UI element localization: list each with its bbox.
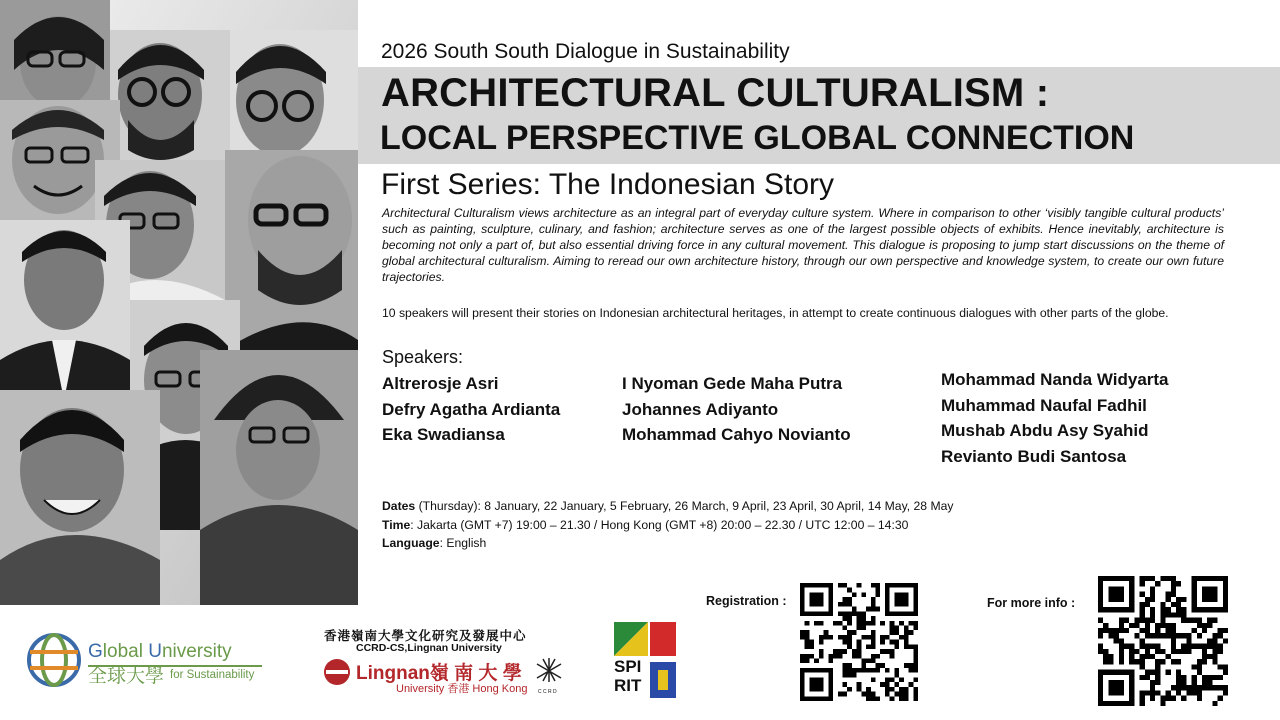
speaker-name: Revianto Budi Santosa (941, 446, 1127, 466)
portrait-smiling-man-front (0, 390, 160, 605)
registration-qr-code[interactable] (800, 582, 918, 702)
speakers-label: Speakers: (382, 347, 464, 367)
more-info-qr-code[interactable] (1098, 576, 1228, 706)
qr-pattern (1098, 576, 1228, 706)
dates-label: Dates (382, 499, 416, 513)
time-value: : Jakarta (GMT +7) 19:00 – 21.30 / Hong Kong (GMT +8) 20:00 – 22.30 / UTC 12:00 – 14:30 (410, 517, 909, 532)
lingnan-emblem-icon (322, 657, 352, 687)
registration-label: Registration : (706, 594, 787, 608)
language-label: Language (382, 536, 440, 550)
global-university-chinese: 全球大學 (88, 666, 165, 687)
speaker-photo-collage (0, 0, 358, 605)
speaker-name: Mushab Abdu Asy Syahid (941, 421, 1149, 440)
series-title: 2026 South South Dialogue in Sustainability (381, 40, 790, 63)
time-line (382, 516, 954, 535)
speaker-name: Defry Agatha Ardianta (382, 399, 561, 419)
spirit-logo-text-top: SPI (614, 657, 642, 676)
language-line (382, 534, 954, 553)
portrait-man-beard-glasses (110, 30, 230, 160)
collage-portraits-image (0, 0, 358, 605)
global-university-name: Global University (88, 641, 232, 662)
portrait-man-bucket-hat (200, 350, 358, 605)
speaker-name: Johannes Adiyanto (622, 399, 779, 419)
ccrd-small-text: C C R D (538, 689, 557, 695)
intro-summary: 10 speakers will present their stories on Indonesian architectural heritages, in attempt to create continuous dialogues with other parts of the globe. (382, 306, 1169, 320)
global-university-divider (88, 665, 262, 667)
story-title: First Series: The Indonesian Story (381, 168, 834, 201)
spirit-logo-text-bottom: RIT (614, 676, 642, 695)
spirit-logo (614, 622, 676, 698)
speaker-name: Eka Swadiansa (382, 425, 505, 444)
speakers-column-3 (941, 367, 1169, 469)
event-details (382, 497, 954, 553)
qr-pattern (800, 582, 918, 702)
speaker-name: Altrerosje Asri (382, 374, 499, 393)
global-university-globe-icon (26, 632, 84, 688)
lingnan-university-name: Lingnan嶺 南 大 學 (356, 663, 522, 684)
portrait-bald-man-glasses (225, 150, 358, 350)
lingnan-center-english: CCRD-CS,Lingnan University (356, 642, 502, 654)
sub-title: LOCAL PERSPECTIVE GLOBAL CONNECTION (380, 119, 1135, 157)
speakers-column-1 (382, 371, 560, 448)
lingnan-center-chinese: 香港嶺南大學文化研究及發展中心 (324, 629, 527, 643)
dates-line (382, 497, 954, 516)
speaker-name: Muhammad Naufal Fadhil (941, 395, 1147, 415)
dates-value: (Thursday): 8 January, 22 January, 5 February, 26 March, 9 April, 23 April, 30 April, 14 May, 28 May (415, 499, 954, 513)
speaker-name: Mohammad Cahyo Novianto (622, 425, 851, 444)
intro-paragraph: Architectural Culturalism views architecture as an integral part of everyday culture system. Where in comparison to other ‘visibly tangible cultural products’ such as painting, sculpture, culinary, and fashion; architecture serves as one of the largest possible objects of exhibits. Hence inevitably, architecture is becoming not only a part of, but also essential driving force in any cultural movement. This dialogue is proposing to jump start discussions on the theme of global architectural culturalism. Aiming to reread our own architecture history, through our own perspective and knowledge system, to create our own future trajectories. (382, 206, 1224, 284)
speaker-name: I Nyoman Gede Maha Putra (622, 374, 843, 393)
more-info-label: For more info : (987, 596, 1076, 610)
ccrd-star-icon (533, 656, 565, 688)
time-label: Time (382, 517, 411, 532)
speakers-column-2 (622, 371, 851, 448)
speaker-name: Mohammad Nanda Widyarta (941, 370, 1169, 389)
global-university-tagline: for Sustainability (170, 669, 255, 681)
main-title: ARCHITECTURAL CULTURALISM : (381, 71, 1050, 115)
language-value: : English (439, 536, 487, 550)
lingnan-university-sub: University 香港 Hong Kong (396, 683, 528, 695)
portrait-man-suit (0, 220, 130, 410)
